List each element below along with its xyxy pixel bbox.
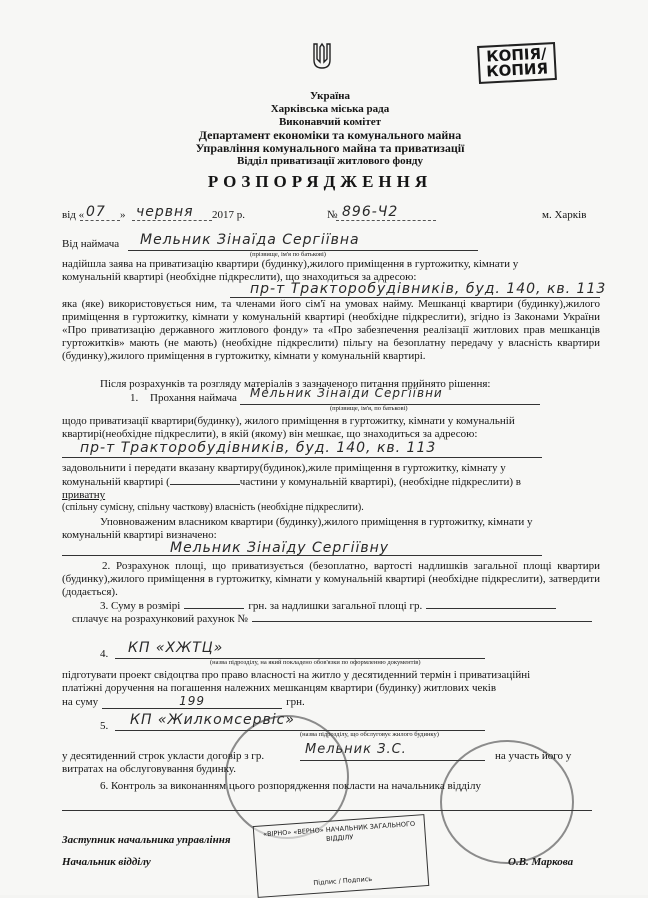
para-5a: задовольнити і передати вказану квартиру(будинок),жиле приміщення в гуртожитку, кімнату у [62,462,506,474]
applicant-name: Мельник Зінаїда Сергіївна [140,232,360,248]
item-5-number: 5. [100,720,109,732]
item-4-number: 4. [100,648,109,660]
item-1-label: Прохання наймача [150,392,237,404]
date-year: 2017 р. [212,209,245,221]
para-8b: на участь його у [495,750,572,762]
document-header [150,90,510,168]
header-department: Департамент економіки та комунального майна [198,128,462,142]
certification-stamp: «ВІРНО» «ВЕРНО» НАЧАЛЬНИК ЗАГАЛЬНОГО ВІДДІЛУ Підпис / Подпись [253,814,430,898]
item-1-number: 1. [130,392,139,404]
item-1-hint: (прізвище, ім'я, по батькові) [330,405,408,412]
sum-handwritten: 199 [102,695,282,709]
order-number: 896-Ч2 [342,204,399,220]
header-country: Україна [309,90,351,102]
date-month: червня [136,204,194,220]
para-7b: платіжні доручення на погашення належних мешканцям квартири (будинку) житлових чеків [62,682,497,694]
applicant-label: Від наймача [62,238,120,250]
item-6: 6. Контроль за виконанням цього розпорядження покласти на начальника відділу [100,780,481,792]
para-3: Після розрахунків та розгляду матеріалів з зазначеного питання прийнято рішення: [100,378,491,390]
item-2: 2. Розрахунок площі, що приватизується (безоплатно, вартості надлишків загальної площі квартири (будинку),жилого приміщення в гуртожитку, кімнати у комунальній квартирі (необхідне підкреслити), затвердити (додається). [62,560,600,598]
signature-head: Начальник відділу [62,856,151,868]
item-4-hint: (назва підрозділу, на який покладено обов'язки по оформленню документів) [210,659,421,666]
item-3c: сплачує на розрахунковий рахунок № [72,613,592,626]
para-8-handwritten: Мельник З.С. [305,742,407,757]
para-6a: Уповноваженим власником квартири (будинку),жилого приміщення в гуртожитку, кімнати у [100,516,533,528]
city: м. Харків [542,209,587,221]
para-7a: підготувати проект свідоцтва про право власності на житло у десятиденний термін і приватизаційні [62,669,531,681]
para-5b: комунальній квартирі ( частини у комунальній квартирі), (необхідне підкреслити) в [62,476,521,488]
header-section: Відділ приватизації житлового фонду [236,155,423,167]
header-committee: Виконавчий комітет [278,116,382,128]
item-5-handwritten: КП «Жилкомсервіс» [130,712,295,728]
address-2-handwritten: пр-т Тракторобудівників, буд. 140, кв. 113 [80,440,437,456]
item-4-handwritten: КП «ХЖТЦ» [128,640,224,656]
applicant-hint: (прізвище, ім'я по батькові) [250,251,326,258]
item-1-handwritten: Мельник Зінаїди Сергіївни [250,386,443,400]
header-council: Харківська міська рада [270,103,390,115]
para-2: яка (яке) використовується ним, та членами його сім'ї на умовах найму. Мешканці квартири (будинку),жилого приміщення в гуртожитку, кімнати у комунальній квартирі (необхідне підкреслити), згідно із Законами України «Про приватизацію державного житлового фонду» та «Про забезпечення реалізації житлових прав мешканців гуртожитків» мають (не мають) (необхідне підкреслити) пільгу на безоплатну передачу у власність квартири (будинку),жилого приміщення в гуртожитку, кімнати у комунальній квартирі. [62,298,600,362]
document-title: РОЗПОРЯДЖЕННЯ [207,172,433,191]
para-7c: на суму 199 грн. [62,694,305,708]
signature-head-name: О.В. Маркова [508,856,574,868]
signature-deputy: Заступник начальника управління [62,834,231,846]
para-1b: комунальній квартирі (необхідне підкреслити), що знаходиться за адресою: [62,271,417,283]
para-6b: комунальній квартирі визначено: [62,529,217,541]
para-5-ownership: приватну [62,489,106,501]
copy-stamp: КОПІЯ/ КОПИЯ [477,42,557,84]
para-8a: у десятиденний строк укласти договір з гр. [62,750,265,762]
para-4a: щодо приватизації квартири(будинку), жилого приміщення в гуртожитку, кімнати у комунальній [62,415,515,427]
para-8c: витратах на обслуговування будинку. [62,763,236,775]
para-1a: надійшла заява на приватизацію квартири (будинку),жилого приміщення в гуртожитку, кімнати у [62,258,519,270]
header-directorate: Управління комунального майна та приватизації [195,141,465,155]
owner-handwritten: Мельник Зінаїду Сергіївну [170,540,390,556]
para-4b: квартирі(необхідне підкреслити), в якій (якому) він мешкає, що знаходиться за адресою: [62,428,478,440]
date-day: 07 [86,204,106,220]
address-handwritten: пр-т Тракторобудівників, буд. 140, кв. 113 [250,281,607,297]
date-row: від « 07 » червня 2017 р. № 896-Ч2 м. Харків [62,204,587,221]
item-3a: 3. Суму в розмірі грн. за надлишки загальної площі гр. [100,600,556,613]
item-5-hint: (назва підрозділу, що обслуговує жилого будинку) [300,731,439,738]
round-seal-right [440,740,574,864]
para-5-hint: (спільну сумісну, спільну часткову) власність (необхідне підкреслити). [62,502,364,513]
trident-emblem-icon [312,42,332,70]
